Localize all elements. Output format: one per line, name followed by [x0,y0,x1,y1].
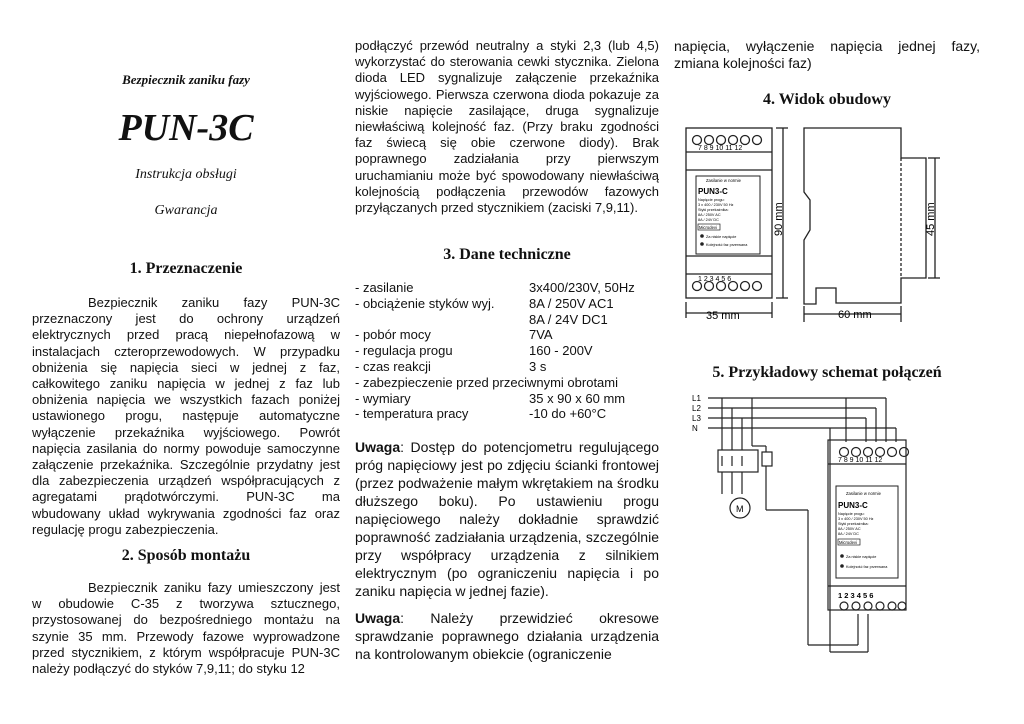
front-led-order: Kolejność faz przerwana [706,243,748,247]
connection-schematic [690,390,920,662]
product-subtitle: Bezpiecznik zaniku fazy [122,72,250,87]
front-model: PUN3-C [698,187,728,196]
spec-row: - temperatura pracy -10 do +60°C [355,406,607,422]
spec-row: - regulacja progu 160 - 200V [355,343,593,359]
schematic-label-normal: Zasilanie w normie [846,491,881,496]
top-terminal-screws [693,136,762,145]
spec-row: - czas reakcji 3 s [355,358,547,374]
top-terminal-labels: 7 8 9 10 11 12 [698,145,743,152]
spec-row: - wymiary 35 x 90 x 60 mm [355,390,626,406]
dim-front-45: 45 mm [925,202,937,236]
schematic-brand: Microdevi [839,540,857,545]
front-rating-dc: 8A / 24V DC [698,218,719,222]
note-2-text: : Należy przewidzieć okresowe sprawdzanie poprawnego działania urządzenia na kontrolowanym obiekcie (ograniczenie [355,610,659,662]
enclosure-view-drawing [676,118,976,326]
section-2-text: Bezpiecznik zaniku fazy umieszczony jest w obudowie C-35 z tworzywa sztucznego, przystosowanej do bezpośredniego montażu na szynie 35 mm. Przewody fazowe wyprowadzone przed stycznikiem, z którym współpracuje PUN-3C należy podłączyć do styków 7,9,11; do styku 12 [32,580,340,677]
schematic-led-low [840,554,844,558]
spec-row: - obciążenie styków wyj. 8A / 250V AC1 [355,295,614,311]
schematic-led-order [840,564,844,568]
technical-data-table [355,280,659,422]
doc-type-warranty: Gwarancja [154,203,218,218]
spec-row: 8A / 24V DC1 [529,311,608,327]
led-order [700,242,704,246]
doc-type-manual: Instrukcja obsługi [135,167,237,182]
line-n: N [692,424,698,433]
schematic-supply: 3 x 400 / 230V 50 Hz [838,517,874,521]
front-rating-ac: 8A / 250V AC [698,213,721,217]
section-4-heading: 4. Widok obudowy [763,91,891,108]
front-brand: Microdevi [699,225,717,230]
schematic-rating-ac: 8A / 250V AC [838,527,861,531]
front-label-normal: Zasilanie w normie [706,178,741,183]
note-2-label: Uwaga [355,610,401,626]
note-1-text: : Dostęp do potencjometru regulującego próg napięciowy jest po zdjęciu ścianki frontowej (przez podważenie małym wkrętakiem na środku dłuższego boku). Po ustawieniu progu napięciowego należy dokładnie sprawdzić poprawność zadziałania urządzenia, szczególnie przy współpracy urządzenia z silnikiem elektrycznym (po ograniczeniu napięcia i po zaniku napięcia w jednej fazie). [355,439,659,599]
note-2 [355,609,659,663]
note-1 [355,438,659,600]
schematic-top-terminals: 7 8 9 10 11 12 [838,457,883,464]
dim-height-90: 90 mm [773,202,785,236]
schematic-led-order-label: Kolejność faz przerwana [846,565,888,569]
front-threshold: Napięcie progu: [698,198,725,202]
product-title: PUN-3C [118,107,254,149]
section-1-text: Bezpiecznik zaniku fazy PUN-3C przeznaczony jest do ochrony urządzeń elektrycznych przed pracą niepełnofazową w instalacjach czteroprzewodowych. W przypadku obniżenia się napięcia sieci w jednej z faz, całkowitego zaniku napięcia w jednej z faz lub obniżenia napięcia we wszystkich fazach poniżej ustawionego progu, następuje automatyczne wyłączenie przekaźnika wyjściowego. Powrót napięcia zasilania do normy powoduje samoczynne załączenie przekaźnika. Szczególnie przydatny jest dla zabezpieczenia urządzeń współpracujących z agregatami prądotwórczymi. PUN-3C ma wbudowany układ wykrywania zgodności faz oraz regulację progu zabezpieczenia. [32,295,340,537]
motor-label: M [736,504,744,514]
schematic-threshold: Napięcie progu: [838,512,865,516]
dim-depth-60: 60 mm [838,309,872,321]
contactor-coil [762,452,772,466]
line-l1: L1 [692,394,701,403]
spec-row: - zasilanie 3x400/230V, 50Hz [355,280,635,295]
schematic-bottom-screws [840,602,906,610]
schematic-model: PUN3-C [838,501,868,510]
schematic-led-low-label: Za niskie napięcie [846,555,877,559]
schematic-bottom-terminals: 1 2 3 4 5 6 [838,591,874,600]
led-low [700,234,704,238]
section-1-heading: 1. Przeznaczenie [129,260,243,277]
schematic-rating-dc: 8A / 24V DC [838,532,859,536]
section-3-heading: 3. Dane techniczne [443,246,571,263]
dim-width-35: 35 mm [706,310,740,322]
front-supply: 3 x 400 / 230V 50 Hz [698,203,734,207]
section-3-continued: napięcia, wyłączenie napięcia jednej fazy, zmiana kolejności faz) [674,38,980,71]
schematic-contacts: Styki przekaźnika: [838,522,869,526]
section-2-heading: 2. Sposób montażu [121,547,251,564]
front-led-low: Za niskie napięcie [706,235,737,239]
side-view-outline [804,128,926,304]
front-contacts: Styki przekaźnika: [698,208,729,212]
spec-row: - pobór mocy 7VA [355,327,553,343]
schematic-top-screws [840,448,909,457]
contactor [718,450,758,472]
bottom-terminal-labels: 1 2 3 4 5 6 [698,276,732,283]
line-l3: L3 [692,414,701,423]
line-l2: L2 [692,404,701,413]
section-2-continued: podłączyć przewód neutralny a styki 2,3 (lub 4,5) wykorzystać do sterowania cewki stycznika. Zielona dioda LED sygnalizuje załączenie przekaźnika wyjściowego. Pierwsza czerwona dioda pokazuje za niskie napięcie zasilające, druga sygnalizuje niewłaściwą kolejność faz. (Przy braku zgodności faz świecą się obie czerwone diody). Brak poprawnego zadziałania przy pierwszym uruchamianiu może być spowodowany niewłaściwą kolejnością podłączenia przewodów fazowych przyłączanych przed stycznikiem (zaciski 7,9,11). [355,38,659,216]
section-5-heading: 5. Przykładowy schemat połączeń [712,364,942,381]
spec-row: - zabezpieczenie przed przeciwnymi obrotami [355,374,619,390]
note-1-label: Uwaga [355,439,401,455]
